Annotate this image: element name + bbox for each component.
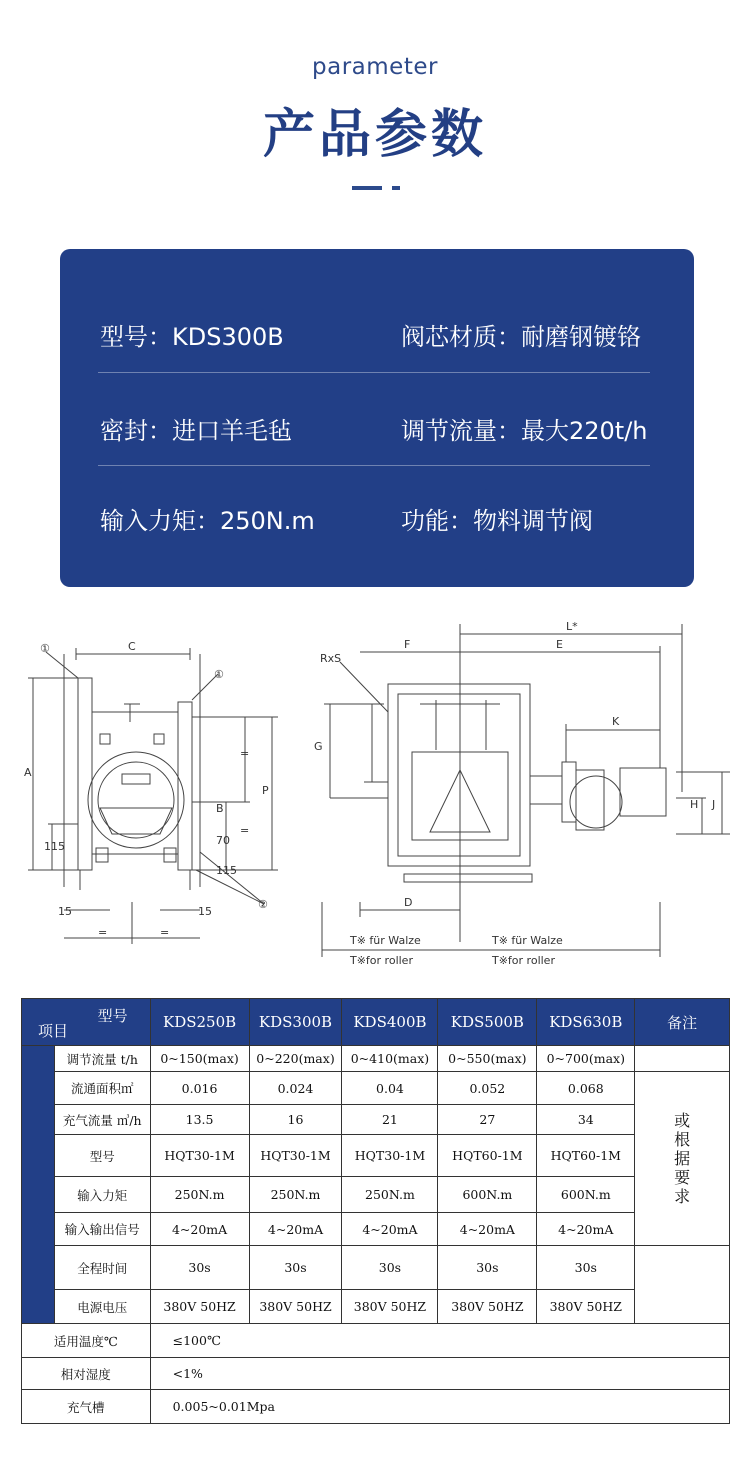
param-row: [98, 381, 650, 475]
table-footer-row: [22, 1358, 730, 1390]
dim-e: E: [556, 638, 563, 651]
dim-h: H: [690, 798, 699, 811]
dim-rxs: RxS: [320, 652, 342, 665]
table-cell: 0.052: [438, 1072, 537, 1105]
table-cell: 0~150(max): [150, 1046, 249, 1072]
dim-d: D: [404, 896, 413, 909]
drawing-svg: [0, 612, 750, 980]
param-flow: 调节流量：最大220t/h: [401, 416, 648, 445]
note-cell-empty: [635, 1046, 730, 1072]
dim-eq-b: =: [240, 824, 250, 837]
callout-2: ②: [258, 898, 268, 911]
dim-15-left: 15: [58, 905, 72, 918]
table-cell: HQT60-1M: [537, 1135, 635, 1177]
dim-eq-c: =: [98, 926, 108, 939]
title-underline-short: [392, 186, 400, 190]
table-cell: 380V 50HZ: [342, 1290, 438, 1324]
table-cell: 30s: [150, 1246, 249, 1290]
table-cell: 4~20mA: [342, 1213, 438, 1246]
param-row: [98, 287, 650, 381]
table-cell: 380V 50HZ: [438, 1290, 537, 1324]
table-cell: HQT60-1M: [438, 1135, 537, 1177]
corner-model-label: 型号: [97, 1007, 128, 1025]
title-underline-long: [352, 186, 382, 190]
row-label: 充气流量 ㎥/h: [54, 1105, 150, 1135]
table-cell: 30s: [249, 1246, 342, 1290]
table-cell: 4~20mA: [438, 1213, 537, 1246]
table-row: [22, 1072, 730, 1105]
table-cell: HQT30-1M: [150, 1135, 249, 1177]
footer-value: <1%: [150, 1358, 729, 1390]
table-cell: 0.04: [342, 1072, 438, 1105]
note-header: 备注: [635, 999, 730, 1046]
callout-1-left: ①: [40, 642, 50, 655]
model-header: KDS400B: [342, 999, 438, 1046]
table-cell: 4~20mA: [249, 1213, 342, 1246]
table-cell: 250N.m: [150, 1177, 249, 1213]
model-header: KDS250B: [150, 999, 249, 1046]
table-cell: 30s: [537, 1246, 635, 1290]
dim-c: C: [128, 640, 136, 653]
table-row: [22, 1213, 730, 1246]
dim-p: P: [262, 784, 269, 797]
note-cell-empty: [635, 1246, 730, 1324]
table-cell: 30s: [438, 1246, 537, 1290]
param-function: 功能：物料调节阀: [401, 506, 593, 535]
table-cell: 250N.m: [342, 1177, 438, 1213]
dim-70: 70: [216, 834, 230, 847]
table-cell: 30s: [342, 1246, 438, 1290]
roller-label-de-left: T※ für Walze: [350, 934, 421, 947]
parameter-card: [60, 249, 694, 587]
table-cell: 27: [438, 1105, 537, 1135]
footer-label: 适用温度℃: [22, 1324, 151, 1358]
table-cell: 16: [249, 1105, 342, 1135]
table-row: [22, 1246, 730, 1290]
row-label: 输入力矩: [54, 1177, 150, 1213]
footer-label: 充气槽: [22, 1390, 151, 1424]
roller-label-de-right: T※ für Walze: [492, 934, 563, 947]
row-label: 流通面积㎡: [54, 1072, 150, 1105]
table-cell: 0~220(max): [249, 1046, 342, 1072]
table-cell: 4~20mA: [537, 1213, 635, 1246]
table-row: [22, 1046, 730, 1072]
table-footer-row: [22, 1324, 730, 1358]
table-cell: HQT30-1M: [249, 1135, 342, 1177]
footer-value: ≤100℃: [150, 1324, 729, 1358]
table-cell: 380V 50HZ: [537, 1290, 635, 1324]
table-cell: 380V 50HZ: [150, 1290, 249, 1324]
table-cell: 600N.m: [537, 1177, 635, 1213]
dim-eq-a: =: [240, 747, 250, 760]
dim-g: G: [314, 740, 323, 753]
table-cell: 21: [342, 1105, 438, 1135]
model-header: KDS300B: [249, 999, 342, 1046]
table-cell: 0.068: [537, 1072, 635, 1105]
dim-l: L*: [566, 620, 578, 633]
table-header-row: [22, 999, 730, 1046]
model-header: KDS630B: [537, 999, 635, 1046]
param-divider: [98, 372, 650, 373]
table-row: [22, 1135, 730, 1177]
table-cell: 0.016: [150, 1072, 249, 1105]
table-cell: 250N.m: [249, 1177, 342, 1213]
roller-label-en-right: T※for roller: [492, 954, 555, 967]
note-text: 或根据要求: [674, 1111, 691, 1206]
table-row: [22, 1105, 730, 1135]
table-cell: 34: [537, 1105, 635, 1135]
technical-drawing: [0, 612, 750, 980]
roller-label-en-left: T※for roller: [350, 954, 413, 967]
param-model: 型号：KDS300B: [100, 322, 284, 351]
param-row: [98, 471, 650, 565]
table-footer-row: [22, 1390, 730, 1424]
param-seal: 密封：进口羊毛毡: [100, 416, 292, 445]
callout-1-right: ①: [214, 668, 224, 681]
section-subtitle: parameter: [312, 54, 438, 80]
dim-15-right: 15: [198, 905, 212, 918]
table-cell: HQT30-1M: [342, 1135, 438, 1177]
param-divider: [98, 465, 650, 466]
dim-k: K: [612, 715, 620, 728]
dim-115-left: 115: [44, 840, 65, 853]
table-row: [22, 1177, 730, 1213]
spec-table: [21, 998, 730, 1424]
footer-value: 0.005~0.01Mpa: [150, 1390, 729, 1424]
table-row: [22, 1290, 730, 1324]
row-label: 调节流量 t/h: [54, 1046, 150, 1072]
table-cell: 600N.m: [438, 1177, 537, 1213]
row-label: 全程时间: [54, 1246, 150, 1290]
dim-a: A: [24, 766, 32, 779]
row-label: 输入输出信号: [54, 1213, 150, 1246]
table-corner-cell: [22, 999, 151, 1046]
dim-f: F: [404, 638, 411, 651]
dim-115-right: 115: [216, 864, 237, 877]
table-side-bar: [22, 1046, 55, 1324]
dim-eq-d: =: [160, 926, 170, 939]
section-title: 产品参数: [262, 105, 487, 165]
table-cell: 13.5: [150, 1105, 249, 1135]
table-cell: 0~700(max): [537, 1046, 635, 1072]
table-cell: 4~20mA: [150, 1213, 249, 1246]
table-cell: 0~550(max): [438, 1046, 537, 1072]
param-torque: 输入力矩：250N.m: [100, 506, 315, 535]
corner-item-label: 项目: [38, 1022, 69, 1040]
header: [0, 0, 750, 240]
table-cell: 380V 50HZ: [249, 1290, 342, 1324]
dim-b: B: [216, 802, 224, 815]
model-header: KDS500B: [438, 999, 537, 1046]
row-label: 电源电压: [54, 1290, 150, 1324]
param-core-material: 阀芯材质：耐磨钢镀铬: [401, 322, 641, 351]
dim-j: J: [712, 798, 716, 811]
table-cell: 0~410(max): [342, 1046, 438, 1072]
note-cell: [635, 1072, 730, 1246]
footer-label: 相对湿度: [22, 1358, 151, 1390]
table-cell: 0.024: [249, 1072, 342, 1105]
row-label: 型号: [54, 1135, 150, 1177]
